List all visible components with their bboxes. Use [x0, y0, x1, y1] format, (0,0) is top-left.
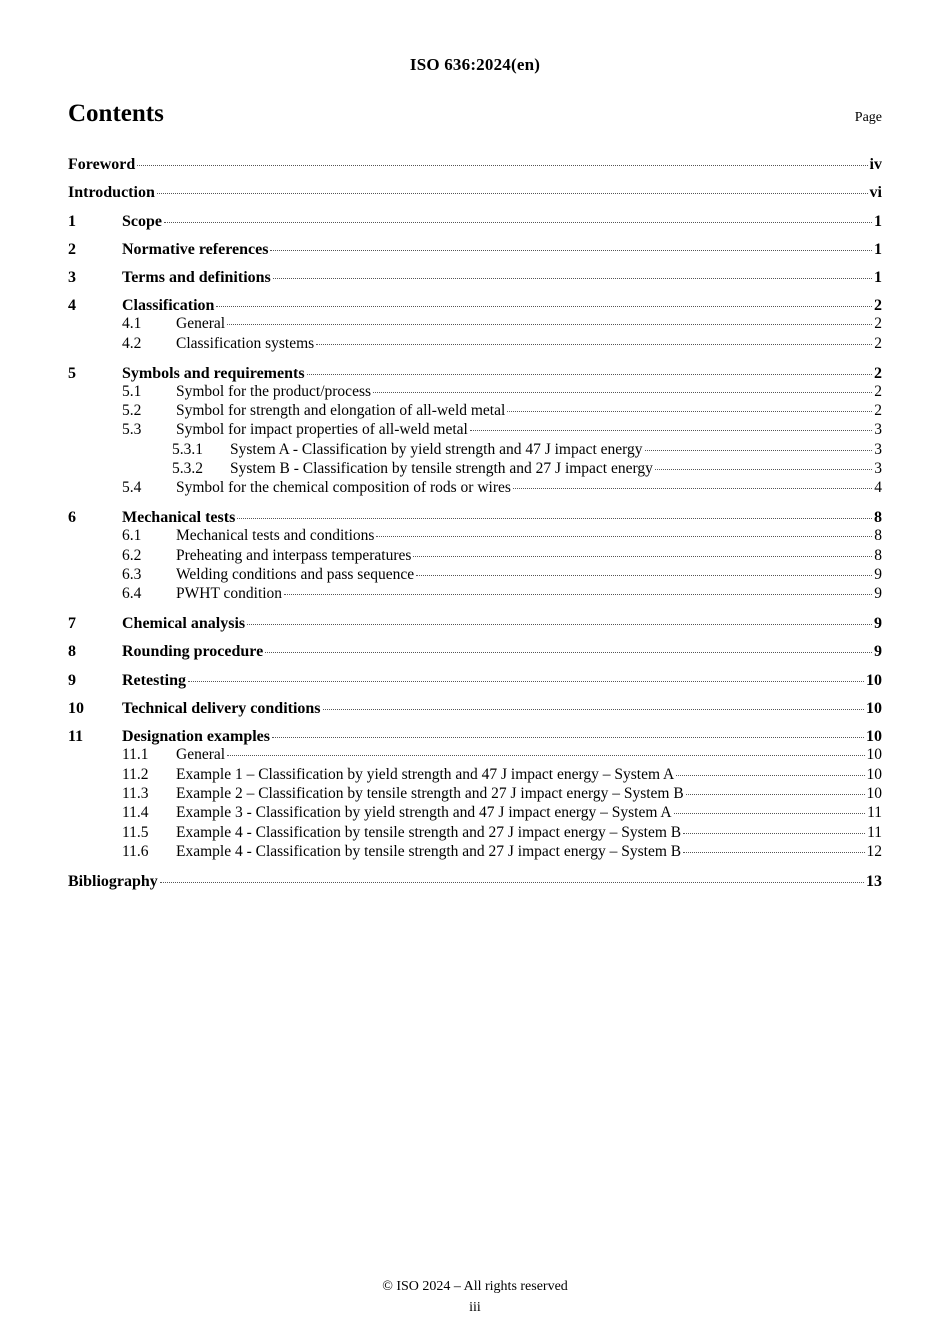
toc-entry-number: 7	[68, 615, 76, 633]
toc-entry-page[interactable]: 13	[866, 872, 882, 890]
toc-entry[interactable]	[68, 334, 882, 362]
toc-entry-number: 3	[68, 269, 76, 287]
dot-leader	[373, 392, 872, 393]
toc-entry[interactable]	[68, 420, 882, 439]
toc-entry-number: 5.3	[122, 421, 142, 439]
toc-entry-number: 11.3	[122, 784, 149, 802]
toc-entry-title[interactable]: Symbol for the chemical composition of rods or wires	[176, 479, 511, 497]
toc-entry[interactable]	[68, 362, 882, 382]
dot-leader	[237, 518, 872, 519]
toc-entry[interactable]	[68, 640, 882, 668]
toc-entry-number: 5.2	[122, 402, 142, 420]
toc-entry-title[interactable]: Example 1 – Classification by yield strength and 47 J impact energy – System A	[176, 765, 675, 783]
toc-entry-title[interactable]: Mechanical tests and conditions	[176, 527, 375, 545]
dot-leader	[655, 469, 872, 470]
toc-entry[interactable]	[68, 314, 882, 333]
toc-entry-title[interactable]: Introduction	[68, 184, 155, 202]
dot-leader	[645, 450, 873, 451]
toc-entry-number: 6.3	[122, 565, 142, 583]
toc-entry-title[interactable]: Bibliography	[68, 872, 158, 890]
toc-entry-title[interactable]: Designation examples	[122, 728, 270, 746]
toc-entry-title[interactable]: Symbol for strength and elongation of all-weld metal	[176, 402, 506, 420]
toc-entry-page[interactable]: 10	[866, 671, 882, 689]
toc-entry-number: 5.4	[122, 479, 142, 497]
toc-entry[interactable]	[68, 266, 882, 294]
toc-entry-page[interactable]: 11	[867, 823, 882, 841]
toc-entry-page[interactable]: 1	[874, 269, 882, 287]
toc-entry-number: 5	[68, 364, 76, 382]
toc-entry-title[interactable]: Mechanical tests	[122, 509, 236, 527]
contents-heading: Contents	[68, 100, 164, 127]
toc-entry[interactable]	[68, 459, 882, 478]
toc-entry-title[interactable]: General	[176, 315, 226, 333]
dot-leader	[157, 193, 868, 194]
dot-leader	[507, 411, 872, 412]
dot-leader	[683, 833, 865, 834]
dot-leader	[188, 681, 864, 682]
dot-leader	[265, 652, 872, 653]
toc-entry-title[interactable]: PWHT condition	[176, 585, 283, 603]
toc-entry-number: 6.2	[122, 546, 142, 564]
toc-entry-number: 5.1	[122, 382, 142, 400]
dot-leader	[227, 324, 872, 325]
toc-entry-title[interactable]: Example 4 - Classification by tensile strength and 27 J impact energy – System B	[176, 823, 682, 841]
toc-entry[interactable]	[68, 870, 882, 898]
toc-entry-title[interactable]: System B - Classification by tensile strength and 27 J impact energy	[230, 459, 653, 477]
toc-entry-title[interactable]: Classification	[122, 297, 215, 315]
toc-entry[interactable]	[68, 382, 882, 401]
toc-entry[interactable]	[68, 842, 882, 870]
toc-entry[interactable]	[68, 546, 882, 565]
page-number: iii	[469, 1300, 481, 1315]
toc-entry-page[interactable]: 11	[867, 804, 882, 822]
dot-leader	[316, 344, 872, 345]
toc-entry-number: 9	[68, 671, 76, 689]
toc-entry-page[interactable]: 2	[874, 402, 882, 420]
toc-entry-title[interactable]: General	[176, 746, 226, 764]
toc-entry[interactable]	[68, 506, 882, 526]
toc-entry-page[interactable]: 2	[874, 382, 882, 400]
toc-entry[interactable]	[68, 823, 882, 842]
dot-leader	[413, 556, 872, 557]
toc-entry-number: 11.5	[122, 823, 149, 841]
toc-entry-title[interactable]: Classification systems	[176, 334, 315, 352]
toc-entry-number: 11.4	[122, 804, 149, 822]
toc-entry-page[interactable]: 9	[874, 565, 882, 583]
toc-entry-title[interactable]: Technical delivery conditions	[122, 700, 321, 718]
toc-entry-title[interactable]: Example 4 - Classification by tensile strength and 27 J impact energy – System B	[176, 842, 682, 860]
toc-entry-page[interactable]: 2	[874, 364, 882, 382]
toc-entry-page[interactable]: 9	[874, 585, 882, 603]
page-footer	[0, 1276, 950, 1318]
toc-entry[interactable]	[68, 153, 882, 181]
dot-leader	[273, 278, 872, 279]
toc-entry[interactable]	[68, 612, 882, 640]
toc-entry[interactable]	[68, 238, 882, 266]
toc-entry-number: 4.1	[122, 315, 142, 333]
toc-entry-page[interactable]: vi	[869, 184, 882, 202]
toc-entry-page[interactable]: 10	[866, 728, 882, 746]
dot-leader	[164, 222, 872, 223]
toc-entry[interactable]	[68, 725, 882, 745]
toc-entry-page[interactable]: 9	[874, 643, 882, 661]
dot-leader	[272, 737, 864, 738]
toc-entry[interactable]	[68, 440, 882, 459]
toc-entry-number: 8	[68, 643, 76, 661]
toc-entry[interactable]	[68, 210, 882, 238]
page-column-label: Page	[854, 110, 882, 125]
dot-leader	[686, 794, 865, 795]
toc-entry-title[interactable]: Welding conditions and pass sequence	[176, 565, 415, 583]
dot-leader	[470, 430, 872, 431]
toc-entry-page[interactable]: 1	[874, 212, 882, 230]
dot-leader	[284, 594, 872, 595]
toc-entry-number: 4	[68, 297, 76, 315]
toc-entry-title[interactable]: Normative references	[122, 240, 269, 258]
toc-entry-title[interactable]: Example 3 - Classification by yield strength and 47 J impact energy – System A	[176, 804, 672, 822]
toc-entry-number: 2	[68, 240, 76, 258]
dot-leader	[683, 852, 864, 853]
toc-entry[interactable]	[68, 669, 882, 697]
toc-entry-page[interactable]: 3	[874, 440, 882, 458]
toc-entry-title[interactable]: Example 2 – Classification by tensile strength and 27 J impact energy – System B	[176, 784, 684, 802]
toc-entry[interactable]	[68, 803, 882, 822]
toc-entry[interactable]	[68, 401, 882, 420]
toc-entry-number: 5.3.2	[172, 459, 203, 477]
toc-entry[interactable]	[68, 784, 882, 803]
toc-entry-title[interactable]: Symbol for impact properties of all-weld metal	[176, 421, 468, 439]
toc-entry[interactable]	[68, 478, 882, 506]
toc-entry-number: 4.2	[122, 334, 142, 352]
dot-leader	[247, 624, 872, 625]
document-header: ISO 636:2024(en)	[409, 55, 541, 74]
toc-entry-page[interactable]: 1	[874, 240, 882, 258]
dot-leader	[307, 374, 872, 375]
toc-entry-title[interactable]: Preheating and interpass temperatures	[176, 546, 412, 564]
dot-leader	[676, 775, 864, 776]
toc-entry-title[interactable]: Scope	[122, 212, 162, 230]
toc-entry-page[interactable]: 2	[874, 315, 882, 333]
dot-leader	[160, 882, 864, 883]
toc-entry-title[interactable]: Rounding procedure	[122, 643, 264, 661]
toc-entry[interactable]	[68, 584, 882, 612]
toc-entry-number: 10	[68, 700, 84, 718]
dot-leader	[416, 575, 872, 576]
toc-entry-title[interactable]: Symbols and requirements	[122, 364, 305, 382]
toc-entry-title[interactable]: Retesting	[122, 671, 186, 689]
toc-entry-page[interactable]: 12	[866, 842, 882, 860]
toc-entry-page[interactable]: 10	[866, 765, 882, 783]
toc-entry[interactable]	[68, 526, 882, 545]
toc-entry[interactable]	[68, 294, 882, 314]
toc-entry-page[interactable]: 9	[874, 615, 882, 633]
toc-entry-title[interactable]: Foreword	[68, 156, 136, 173]
dot-leader	[323, 709, 864, 710]
toc-entry-number: 6.1	[122, 527, 142, 545]
copyright-notice: © ISO 2024 – All rights reserved	[382, 1279, 568, 1294]
dot-leader	[227, 755, 864, 756]
toc-entry-page[interactable]: 2	[874, 297, 882, 315]
toc-entry-title[interactable]: Chemical analysis	[122, 615, 246, 633]
toc-entry-number: 11	[68, 728, 84, 746]
toc-entry[interactable]	[68, 765, 882, 784]
toc-entry[interactable]	[68, 745, 882, 764]
toc-entry-number: 11.2	[122, 765, 149, 783]
dot-leader	[137, 165, 867, 166]
toc-entry-page[interactable]: 10	[866, 784, 882, 802]
toc-entry-number: 6.4	[122, 585, 142, 603]
toc-entry-page[interactable]: 4	[874, 479, 882, 497]
dot-leader	[270, 250, 872, 251]
toc-entry-page[interactable]: 3	[874, 421, 882, 439]
toc-entry-number: 1	[68, 212, 76, 230]
toc-entry-page[interactable]: 2	[874, 334, 882, 352]
toc-entry-page[interactable]: iv	[869, 156, 882, 173]
toc-entry-number: 6	[68, 509, 76, 527]
toc-entry-page[interactable]: 10	[866, 746, 882, 764]
toc-entry[interactable]	[68, 697, 882, 725]
dot-leader	[376, 536, 872, 537]
toc-entry[interactable]	[68, 181, 882, 209]
dot-leader	[216, 306, 872, 307]
toc-entry-page[interactable]: 8	[874, 546, 882, 564]
toc-entry-number: 11.1	[122, 746, 149, 764]
toc-entry-title[interactable]: System A - Classification by yield strength and 47 J impact energy	[230, 440, 643, 458]
toc-entry-title[interactable]: Symbol for the product/process	[176, 382, 372, 400]
toc-entry-page[interactable]: 8	[874, 509, 882, 527]
toc-entry-title[interactable]: Terms and definitions	[122, 269, 271, 287]
toc-entry-number: 5.3.1	[172, 440, 203, 458]
table-of-contents	[68, 153, 882, 898]
dot-leader	[674, 813, 865, 814]
toc-entry[interactable]	[68, 565, 882, 584]
toc-entry-page[interactable]: 3	[874, 459, 882, 477]
toc-entry-page[interactable]: 10	[866, 700, 882, 718]
toc-entry-page[interactable]: 8	[874, 527, 882, 545]
dot-leader	[513, 488, 872, 489]
toc-entry-number: 11.6	[122, 842, 149, 860]
